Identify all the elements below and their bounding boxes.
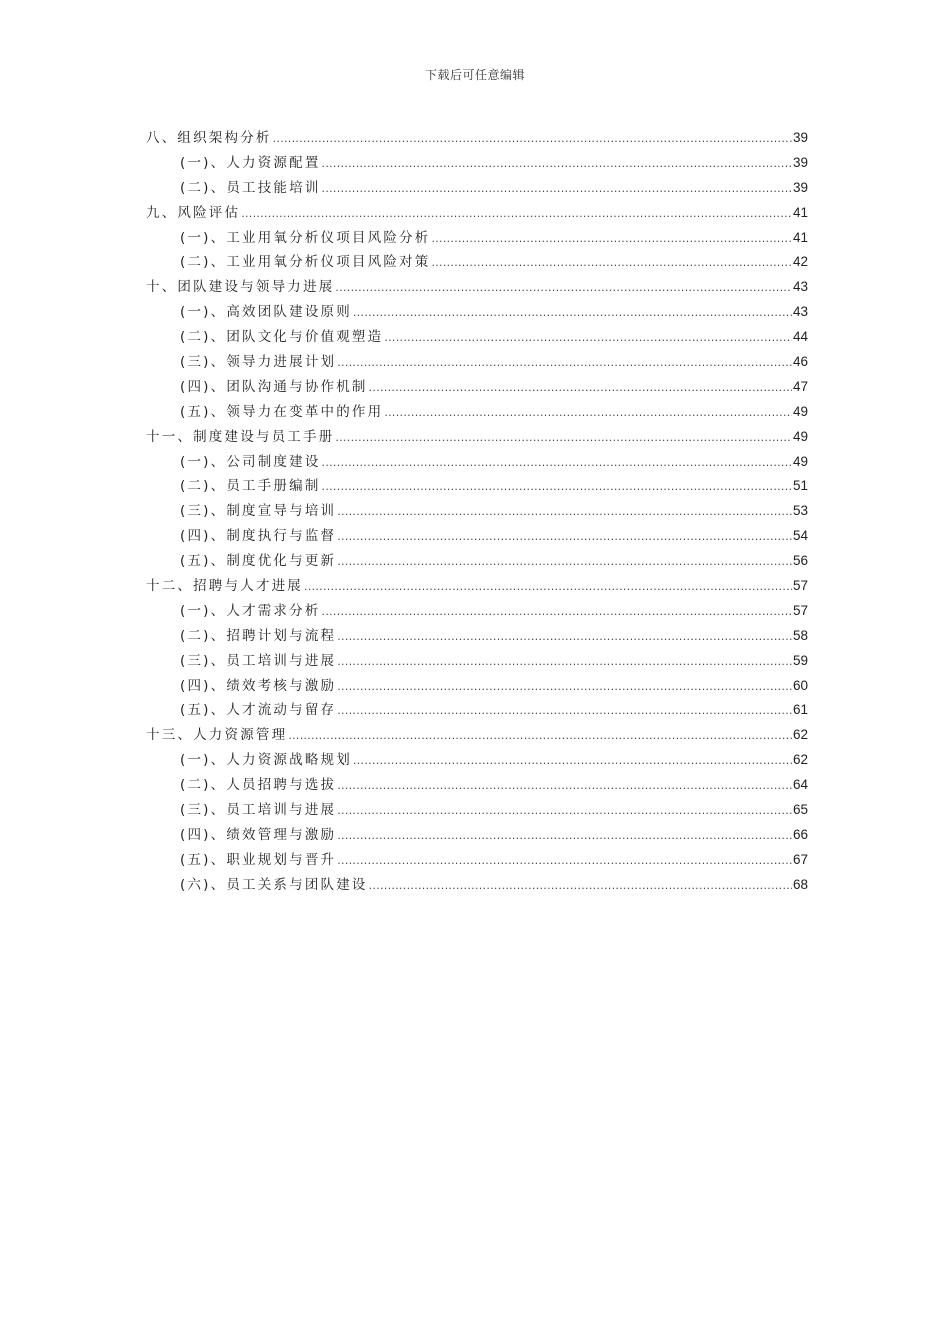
toc-dot-leader bbox=[322, 475, 792, 500]
toc-page-number[interactable]: 56 bbox=[792, 553, 808, 569]
toc-page-number[interactable]: 44 bbox=[792, 329, 808, 345]
toc-entry-title[interactable]: (五)、领导力在变革中的作用 bbox=[180, 403, 384, 420]
toc-entry-title[interactable]: (二)、员工技能培训 bbox=[180, 179, 321, 196]
toc-page-number[interactable]: 62 bbox=[792, 727, 808, 743]
toc-entry-title[interactable]: 十一、制度建设与员工手册 bbox=[146, 428, 335, 445]
toc-page-number[interactable]: 65 bbox=[792, 802, 808, 818]
toc-page-number[interactable]: 41 bbox=[792, 229, 808, 245]
toc-page-number[interactable]: 49 bbox=[792, 453, 808, 469]
toc-entry-title[interactable]: (一)、公司制度建设 bbox=[180, 453, 321, 470]
toc-entry-title[interactable]: (六)、员工关系与团队建设 bbox=[180, 876, 368, 893]
toc-dot-leader bbox=[384, 326, 792, 351]
toc-dot-leader bbox=[353, 749, 792, 774]
toc-section-entry[interactable] bbox=[146, 674, 808, 699]
toc-page-number[interactable]: 59 bbox=[792, 652, 808, 668]
toc-entry-title[interactable]: (一)、人力资源配置 bbox=[180, 154, 321, 171]
toc-page-number[interactable]: 58 bbox=[792, 627, 808, 643]
toc-chapter-entry[interactable] bbox=[146, 425, 808, 450]
toc-entry-title[interactable]: (二)、员工手册编制 bbox=[180, 478, 321, 495]
toc-dot-leader bbox=[369, 874, 792, 899]
toc-page-number[interactable]: 43 bbox=[792, 279, 808, 295]
toc-page-number[interactable]: 66 bbox=[792, 826, 808, 842]
toc-dot-leader bbox=[241, 202, 792, 227]
toc-page-number[interactable]: 67 bbox=[792, 851, 808, 867]
toc-section-entry[interactable] bbox=[146, 450, 808, 475]
toc-dot-leader bbox=[322, 600, 792, 625]
toc-page-number[interactable]: 42 bbox=[792, 254, 808, 270]
toc-section-entry[interactable] bbox=[146, 499, 808, 524]
toc-entry-title[interactable]: (四)、制度执行与监督 bbox=[180, 528, 337, 545]
toc-entry-title[interactable]: 十二、招聘与人才进展 bbox=[146, 578, 303, 595]
toc-dot-leader bbox=[337, 625, 792, 650]
toc-entry-title[interactable]: (四)、绩效考核与激励 bbox=[180, 677, 337, 694]
toc-entry-title[interactable]: (三)、员工培训与进展 bbox=[180, 652, 337, 669]
toc-chapter-entry[interactable] bbox=[146, 126, 808, 151]
toc-section-entry[interactable] bbox=[146, 748, 808, 773]
toc-dot-leader bbox=[337, 351, 792, 376]
toc-dot-leader bbox=[431, 251, 792, 276]
toc-page-number[interactable]: 54 bbox=[792, 528, 808, 544]
toc-section-entry[interactable] bbox=[146, 624, 808, 649]
toc-dot-leader bbox=[353, 301, 792, 326]
toc-entry-title[interactable]: (三)、领导力进展计划 bbox=[180, 354, 337, 371]
toc-dot-leader bbox=[288, 724, 792, 749]
toc-page-number[interactable]: 46 bbox=[792, 354, 808, 370]
toc-section-entry[interactable] bbox=[146, 250, 808, 275]
toc-dot-leader bbox=[337, 525, 792, 550]
toc-dot-leader bbox=[384, 401, 792, 426]
toc-entry-title[interactable]: (五)、人才流动与留存 bbox=[180, 702, 337, 719]
toc-dot-leader bbox=[337, 500, 792, 525]
toc-page-number[interactable]: 60 bbox=[792, 677, 808, 693]
toc-section-entry[interactable] bbox=[146, 325, 808, 350]
toc-section-entry[interactable] bbox=[146, 350, 808, 375]
toc-section-entry[interactable] bbox=[146, 474, 808, 499]
toc-page-number[interactable]: 41 bbox=[792, 204, 808, 220]
toc-chapter-entry[interactable] bbox=[146, 275, 808, 300]
toc-section-entry[interactable] bbox=[146, 823, 808, 848]
toc-entry-title[interactable]: (二)、招聘计划与流程 bbox=[180, 627, 337, 644]
toc-page-number[interactable]: 57 bbox=[792, 602, 808, 618]
toc-dot-leader bbox=[322, 451, 792, 476]
toc-dot-leader bbox=[337, 699, 792, 724]
toc-dot-leader bbox=[369, 376, 792, 401]
toc-section-entry[interactable] bbox=[146, 549, 808, 574]
toc-entry-title[interactable]: (四)、绩效管理与激励 bbox=[180, 826, 337, 843]
toc-dot-leader bbox=[335, 426, 792, 451]
toc-dot-leader bbox=[337, 799, 792, 824]
toc-page-number[interactable]: 62 bbox=[792, 752, 808, 768]
toc-entry-title[interactable]: 十三、人力资源管理 bbox=[146, 727, 288, 744]
toc-section-entry[interactable] bbox=[146, 798, 808, 823]
toc-dot-leader bbox=[335, 276, 792, 301]
toc-section-entry[interactable] bbox=[146, 649, 808, 674]
toc-entry-title[interactable]: 九、风险评估 bbox=[146, 204, 241, 221]
toc-dot-leader bbox=[337, 675, 792, 700]
toc-entry-title[interactable]: (四)、团队沟通与协作机制 bbox=[180, 378, 368, 395]
toc-entry-title[interactable]: (一)、人力资源战略规划 bbox=[180, 752, 352, 769]
toc-entry-title[interactable]: (一)、人才需求分析 bbox=[180, 602, 321, 619]
toc-dot-leader bbox=[322, 152, 792, 177]
toc-dot-leader bbox=[304, 575, 792, 600]
toc-section-entry[interactable] bbox=[146, 698, 808, 723]
toc-section-entry[interactable] bbox=[146, 599, 808, 624]
toc-page-number[interactable]: 43 bbox=[792, 304, 808, 320]
toc-page-number[interactable]: 47 bbox=[792, 378, 808, 394]
toc-page-number[interactable]: 49 bbox=[792, 428, 808, 444]
toc-entry-title[interactable]: (五)、制度优化与更新 bbox=[180, 553, 337, 570]
toc-section-entry[interactable] bbox=[146, 773, 808, 798]
toc-entry-title[interactable]: (五)、职业规划与晋升 bbox=[180, 851, 337, 868]
toc-dot-leader bbox=[337, 650, 792, 675]
toc-entry-title[interactable]: (二)、团队文化与价值观塑造 bbox=[180, 329, 384, 346]
toc-dot-leader bbox=[337, 849, 792, 874]
toc-chapter-entry[interactable] bbox=[146, 723, 808, 748]
toc-dot-leader bbox=[273, 127, 792, 152]
toc-page-number[interactable]: 64 bbox=[792, 777, 808, 793]
toc-section-entry[interactable] bbox=[146, 176, 808, 201]
toc-entry-title[interactable]: (一)、高效团队建设原则 bbox=[180, 304, 352, 321]
page-header: 下载后可任意编辑 bbox=[424, 68, 525, 82]
toc-entry-title[interactable]: (一)、工业用氧分析仪项目风险分析 bbox=[180, 229, 431, 246]
toc-section-entry[interactable] bbox=[146, 400, 808, 425]
toc-chapter-entry[interactable] bbox=[146, 201, 808, 226]
toc-dot-leader bbox=[431, 227, 792, 252]
toc-entry-title[interactable]: (二)、人员招聘与选拔 bbox=[180, 777, 337, 794]
toc-page-number[interactable]: 39 bbox=[792, 130, 808, 145]
toc-entry-title[interactable]: 十、团队建设与领导力进展 bbox=[146, 279, 335, 296]
toc-chapter-entry[interactable] bbox=[146, 574, 808, 599]
toc-entry-title[interactable]: (三)、员工培训与进展 bbox=[180, 802, 337, 819]
toc-dot-leader bbox=[337, 550, 792, 575]
toc-section-entry[interactable] bbox=[146, 226, 808, 251]
toc-entry-title[interactable]: (三)、制度宣导与培训 bbox=[180, 503, 337, 520]
toc-dot-leader bbox=[322, 177, 792, 202]
toc-section-entry[interactable] bbox=[146, 873, 808, 898]
toc-page-number[interactable]: 57 bbox=[792, 578, 808, 594]
toc-page-number[interactable]: 39 bbox=[792, 154, 808, 170]
toc-page-number[interactable]: 61 bbox=[792, 702, 808, 718]
toc-dot-leader bbox=[337, 824, 792, 849]
table-of-contents bbox=[146, 126, 808, 898]
toc-section-entry[interactable] bbox=[146, 524, 808, 549]
toc-entry-title[interactable]: (二)、工业用氧分析仪项目风险对策 bbox=[180, 254, 431, 271]
toc-dot-leader bbox=[337, 774, 792, 799]
toc-page-number[interactable]: 53 bbox=[792, 503, 808, 519]
toc-section-entry[interactable] bbox=[146, 848, 808, 873]
toc-page-number[interactable]: 68 bbox=[792, 876, 808, 892]
toc-page-number[interactable]: 39 bbox=[792, 179, 808, 195]
toc-entry-title[interactable]: 八、组织架构分析 bbox=[146, 130, 272, 146]
toc-page-number[interactable]: 49 bbox=[792, 403, 808, 419]
toc-section-entry[interactable] bbox=[146, 375, 808, 400]
toc-page-number[interactable]: 51 bbox=[792, 478, 808, 494]
toc-section-entry[interactable] bbox=[146, 151, 808, 176]
toc-section-entry[interactable] bbox=[146, 300, 808, 325]
